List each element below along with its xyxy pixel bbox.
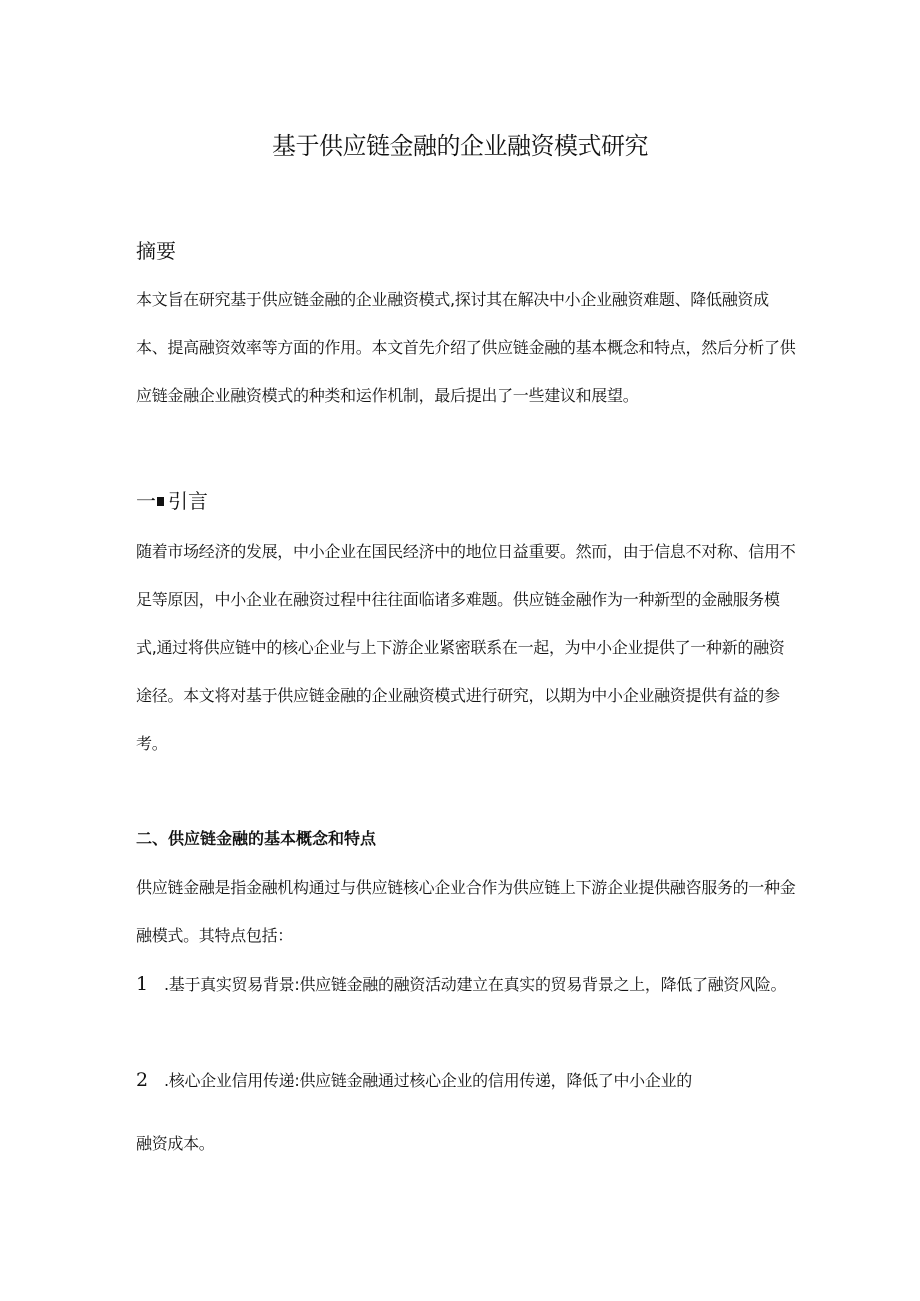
document-title: 基于供应链金融的企业融资模式研究 (272, 132, 648, 160)
list-item-text: .基于真实贸易背景:供应链金融的融资活动建立在真实的贸易背景之上，降低了融资风险。 (164, 975, 787, 994)
square-bullet-icon (157, 497, 164, 506)
list-item-text: .核心企业信用传递:供应链金融通过核心企业的信用传递，降低了中小企业的 (164, 1071, 692, 1090)
intro-heading-number: 一 (136, 489, 156, 513)
intro-heading (136, 486, 208, 516)
list-item (136, 1056, 796, 1105)
list-item-continuation: 融资成本。 (136, 1134, 215, 1153)
abstract-heading: 摘要 (136, 239, 176, 263)
intro-heading-text: 引言 (168, 489, 208, 513)
list-item-number: 2 (136, 1069, 148, 1091)
abstract-paragraph: 本文旨在研究基于供应链金融的企业融资模式,探讨其在解决中小企业融资难题、降低融资成本、提高融资效率等方面的作用。本文首先介绍了供应链金融的基本概念和特点，然后分析了供应链金融企业融资模式的种类和运作机制，最后提出了一些建议和展望。 (136, 290, 796, 405)
list-item-number: 1 (136, 973, 148, 995)
section2-heading: 二、供应链金融的基本概念和特点 (136, 829, 377, 848)
intro-paragraph: 随着市场经济的发展，中小企业在国民经济中的地位日益重要。然而，由于信息不对称、信用不足等原因，中小企业在融资过程中往往面临诸多难题。供应链金融作为一种新型的金融服务模式,通过将供应链中的核心企业与上下游企业紧密联系在一起，为中小企业提供了一种新的融资途径。本文将对基于供应链金融的企业融资模式进行研究，以期为中小企业融资提供有益的参考。 (136, 542, 796, 753)
list-item (136, 960, 796, 1009)
section2-paragraph: 供应链金融是指金融机构通过与供应链核心企业合作为供应链上下游企业提供融咨服务的一种金融模式。其特点包括： (136, 878, 796, 945)
